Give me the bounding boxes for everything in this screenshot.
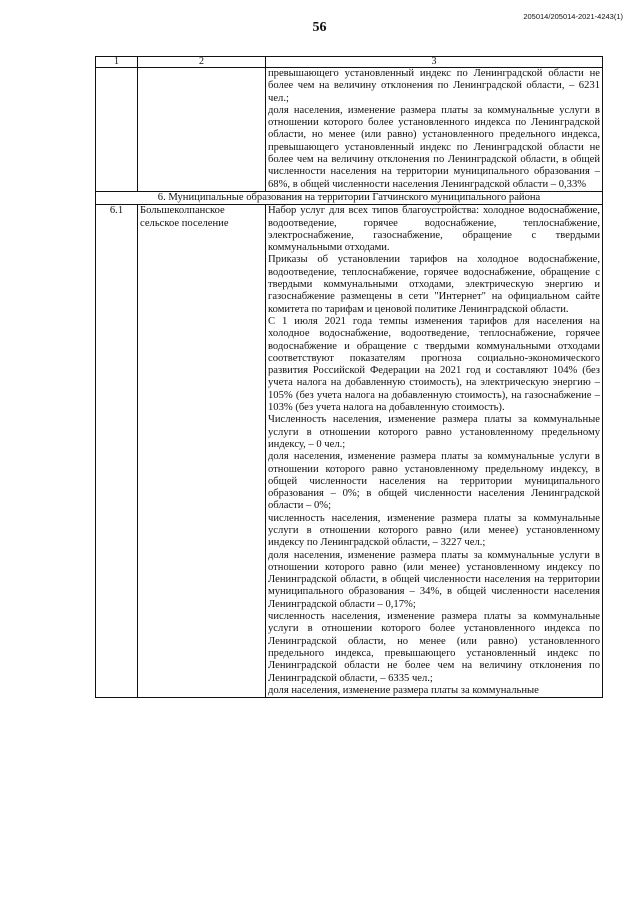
continuation-name-cell <box>138 68 266 192</box>
page-number: 56 <box>312 20 327 35</box>
column-header-1: 1 <box>96 57 138 68</box>
column-header-row <box>96 57 603 68</box>
row-text-cell <box>266 205 603 698</box>
row-paragraph: доля населения, изменение размера платы за коммунальные услуги в отношении которого равно (или менее) установленному индексу по Ленинградской области, в общей численности населения на территории муниципального образования – 34%, в общей численности населения Ленинградской области – 0,17%; <box>268 549 600 610</box>
continuation-number-cell <box>96 68 138 192</box>
row-paragraph: доля населения, изменение размера платы за коммунальные услуги в отношении которого равно установленному предельному индексу, в общей численности населения на территории муниципального образования – 0%; в общей численности населения Ленинградской области – 0%; <box>268 451 600 512</box>
row-paragraph: С 1 июля 2021 года темпы изменения тарифов для населения на холодное водоснабжение, водоотведение, теплоснабжение, горячее водоснабжение и обращение с твердыми коммунальными отходами соответствуют показателям прогноза социально-экономического развития Российской Федерации на 2021 год и составляют 104% (без учета налога на добавленную стоимость), на электрическую энергию – 105% (без учета налога на добавленную стоимость), на газоснабжение – 103% (без учета налога на добавленную стоимость). <box>268 315 600 414</box>
column-header-3: 3 <box>266 57 603 68</box>
document-code: 205014/205014-2021-4243(1) <box>523 12 623 21</box>
column-header-2: 2 <box>138 57 266 68</box>
continuation-paragraph: доля населения, изменение размера платы за коммунальные услуги в отношении которого более установленного индекса по Ленинградской области, но менее (или равно) установленного предельного индекса, превышающего установленный индекс по Ленинградской области не более чем на величину отклонения по Ленинградской области, в общей численности населения на территории муниципального образования – 68%, в общей численности населения Ленинградской области – 0,33% <box>268 104 600 190</box>
row-number: 6.1 <box>96 205 138 698</box>
section-row <box>96 191 603 204</box>
continuation-row <box>96 68 603 192</box>
row-paragraph: численность населения, изменение размера платы за коммунальные услуги в отношении которого более установленного индекса по Ленинградской области, но менее (или равно) установленного предельного индекса, превышающего установленный индекс по Ленинградской области не более чем на величину отклонения по Ленинградской области, – 6335 чел.; <box>268 611 600 684</box>
table-row <box>96 205 603 698</box>
row-paragraph: Приказы об установлении тарифов на холодное водоснабжение, водоотведение, теплоснабжение, горячее водоснабжение, обращение с твердыми коммунальными отходами, электрическую энергию и газоснабжение размещены в сети "Интернет" на официальном сайте комитета по тарифам и ценовой политике Ленинградской области. <box>268 254 600 315</box>
row-paragraph: Численность населения, изменение размера платы за коммунальные услуги в отношении которого равно установленному предельному индексу, – 0 чел.; <box>268 414 600 450</box>
continuation-text-cell <box>266 68 603 192</box>
continuation-paragraph: превышающего установленный индекс по Ленинградской области не более чем на величину отклонения по Ленинградской области, – 6231 чел.; <box>268 68 600 104</box>
section-title: 6. Муниципальные образования на территории Гатчинского муниципального района <box>96 191 603 204</box>
row-paragraph: доля населения, изменение размера платы за коммунальные <box>268 684 539 696</box>
municipality-name: Большеколпанское сельское поселение <box>138 205 266 698</box>
tariff-table <box>95 56 603 698</box>
row-paragraph: Набор услуг для всех типов благоустройства: холодное водоснабжение, водоотведение, горячее водоснабжение, теплоснабжение, электроснабжение, газоснабжение, обращение с твердыми коммунальными отходами. <box>268 205 600 254</box>
row-paragraph: численность населения, изменение размера платы за коммунальные услуги в отношении которого равно (или менее) установленному индексу по Ленинградской области, – 3227 чел.; <box>268 512 600 549</box>
